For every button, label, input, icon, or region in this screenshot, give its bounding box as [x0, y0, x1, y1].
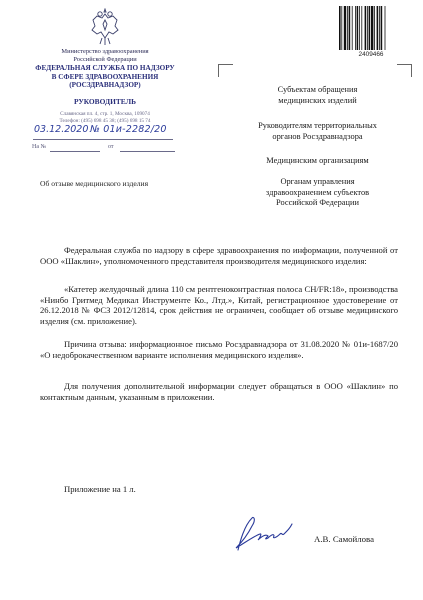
reference-number-line [50, 151, 100, 152]
addressee-2: Руководителям территориальных органов Росздравнадзора [258, 121, 377, 141]
handwritten-signature [226, 512, 310, 556]
service-name: ФЕДЕРАЛЬНАЯ СЛУЖБА ПО НАДЗОРУ В СФЕРЕ ЗДРАВООХРАНЕНИЯ (РОСЗДРАВНАДЗОР) [35, 64, 175, 90]
addressee-1: Субъектам обращения медицинских изделий [277, 85, 358, 105]
barcode-number: 2409466 [358, 51, 384, 58]
addressee-4: Органам управления здравоохранением субъектов Российской Федерации [265, 177, 370, 207]
date-underline [33, 139, 173, 140]
reference-number-label: На № [32, 144, 47, 150]
reference-date-line [120, 151, 175, 152]
coat-of-arms-emblem [88, 8, 122, 48]
address-corner-left [218, 64, 233, 77]
body-paragraph-4: Для получения дополнительной информации следует обращаться в ООО «Шаклин» по контактным данным, указанным в приложении. [40, 381, 398, 402]
barcode-image [338, 6, 404, 50]
address-corner-right [397, 64, 412, 77]
body-paragraph-1: Федеральная служба по надзору в сфере здравоохранения по информации, полученной от ООО «Шаклин», уполномоченного представителя производителя медицинского изделия: [40, 245, 398, 266]
ministry-name: Министерство здравоохранения Российской Федерации [61, 48, 149, 63]
attachment-note: Приложение на 1 л. [64, 484, 136, 494]
letter-subject: Об отзыве медицинского изделия [40, 179, 149, 188]
head-title: РУКОВОДИТЕЛЬ [74, 97, 136, 106]
body-paragraph-3: Причина отзыва: информационное письмо Росздравнадзора от 31.08.2020 № 01и-1687/20 «О недоброкачественном варианте исполнения медицинского изделия». [40, 339, 398, 360]
handwritten-reg-number: № 01и-2282/20 [90, 124, 167, 135]
contacts: Славянская пл. 4, стр. 1, Москва, 109074 Телефон: (495) 698 45 38; (495) 698 15 74 [59, 111, 151, 124]
handwritten-date: 03.12.2020 [34, 124, 89, 135]
reference-date-label: от [108, 144, 114, 150]
signer-name: А.В. Самойлова [314, 534, 374, 544]
addressee-3: Медицинским организациям [266, 156, 369, 165]
body-paragraph-2: «Катетер желудочный длина 110 см рентгеноконтрастная полоса CH/FR:18», производства «Нинбо Гритмед Медикал Инструменте Ко., Лтд.», Китай, регистрационное удостоверение от 26.12.2018 № ФСЗ 2012/12814, срок действия не ограничен, сообщает об отзыве медицинского изделия (см. приложение). [40, 284, 398, 326]
